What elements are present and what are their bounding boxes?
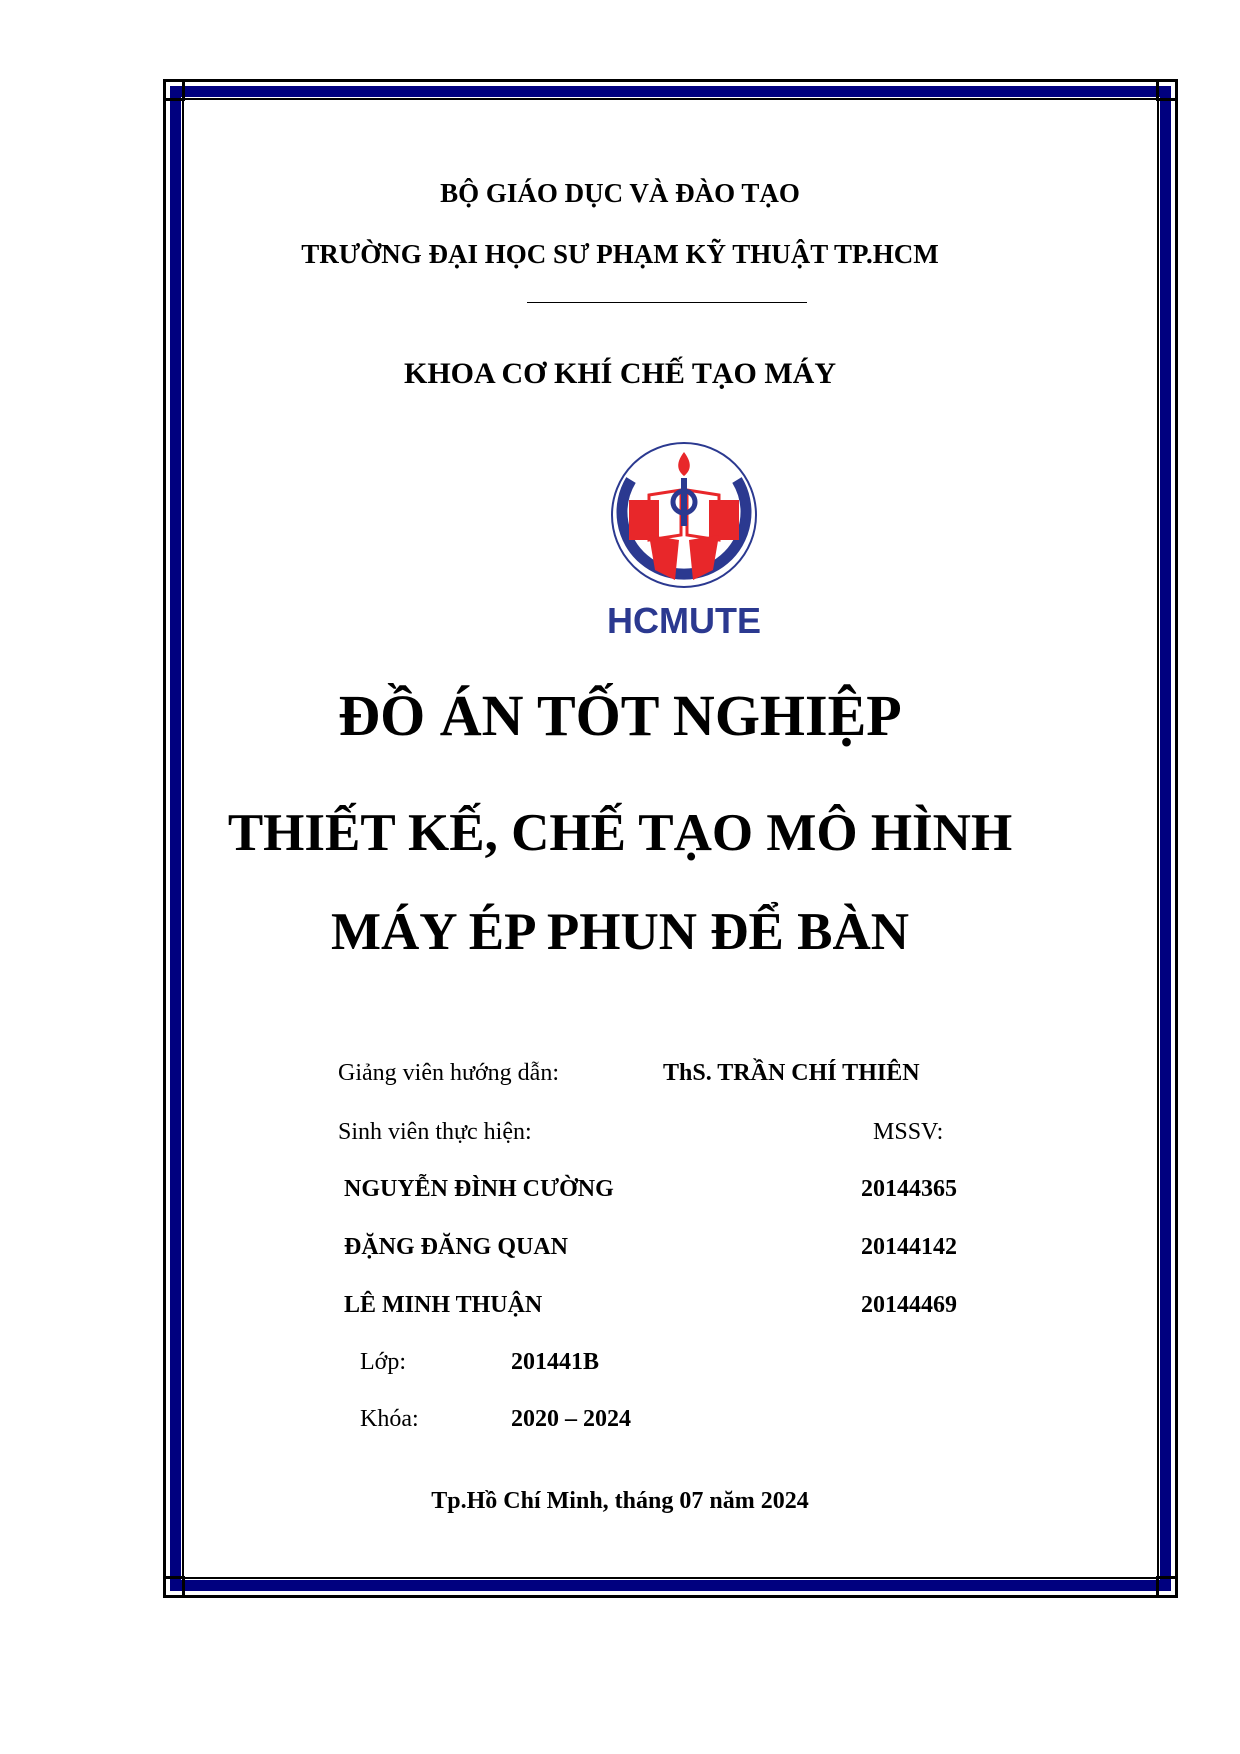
- hcmute-logo: [609, 440, 759, 640]
- divider: [527, 302, 807, 303]
- course-value: 2020 – 2024: [511, 1406, 631, 1432]
- class-label: Lớp:: [360, 1349, 407, 1375]
- border-corner: [1156, 79, 1178, 101]
- border-corner: [163, 79, 185, 101]
- advisor-label: Giảng viên hướng dẫn:: [338, 1060, 559, 1086]
- student-id: 20144365: [861, 1176, 957, 1202]
- thesis-title-line2: MÁY ÉP PHUN ĐỂ BÀN: [330, 903, 910, 961]
- document-type: ĐỒ ÁN TỐT NGHIỆP: [338, 683, 902, 748]
- faculty-heading: KHOA CƠ KHÍ CHẾ TẠO MÁY: [404, 357, 836, 390]
- course-label: Khóa:: [360, 1406, 419, 1432]
- mssv-label: MSSV:: [873, 1119, 944, 1145]
- thesis-title-line1: THIẾT KẾ, CHẾ TẠO MÔ HÌNH: [227, 804, 1013, 862]
- university-heading: TRƯỜNG ĐẠI HỌC SƯ PHẠM KỸ THUẬT TP.HCM: [301, 239, 939, 269]
- student-id: 20144142: [861, 1234, 957, 1260]
- student-name: ĐẶNG ĐĂNG QUAN: [344, 1234, 568, 1260]
- border-corner: [1156, 1576, 1178, 1598]
- ministry-heading: BỘ GIÁO DỤC VÀ ĐÀO TẠO: [440, 178, 800, 208]
- place-date: Tp.Hồ Chí Minh, tháng 07 năm 2024: [431, 1488, 809, 1514]
- student-name: NGUYỄN ĐÌNH CƯỜNG: [344, 1176, 614, 1202]
- border-corner: [163, 1576, 185, 1598]
- class-value: 201441B: [511, 1349, 600, 1375]
- advisor-name: ThS. TRẦN CHÍ THIÊN: [663, 1060, 920, 1086]
- students-label: Sinh viên thực hiện:: [338, 1119, 532, 1145]
- student-id: 20144469: [861, 1292, 957, 1318]
- logo-text: HCMUTE: [607, 600, 761, 641]
- student-name: LÊ MINH THUẬN: [344, 1292, 543, 1318]
